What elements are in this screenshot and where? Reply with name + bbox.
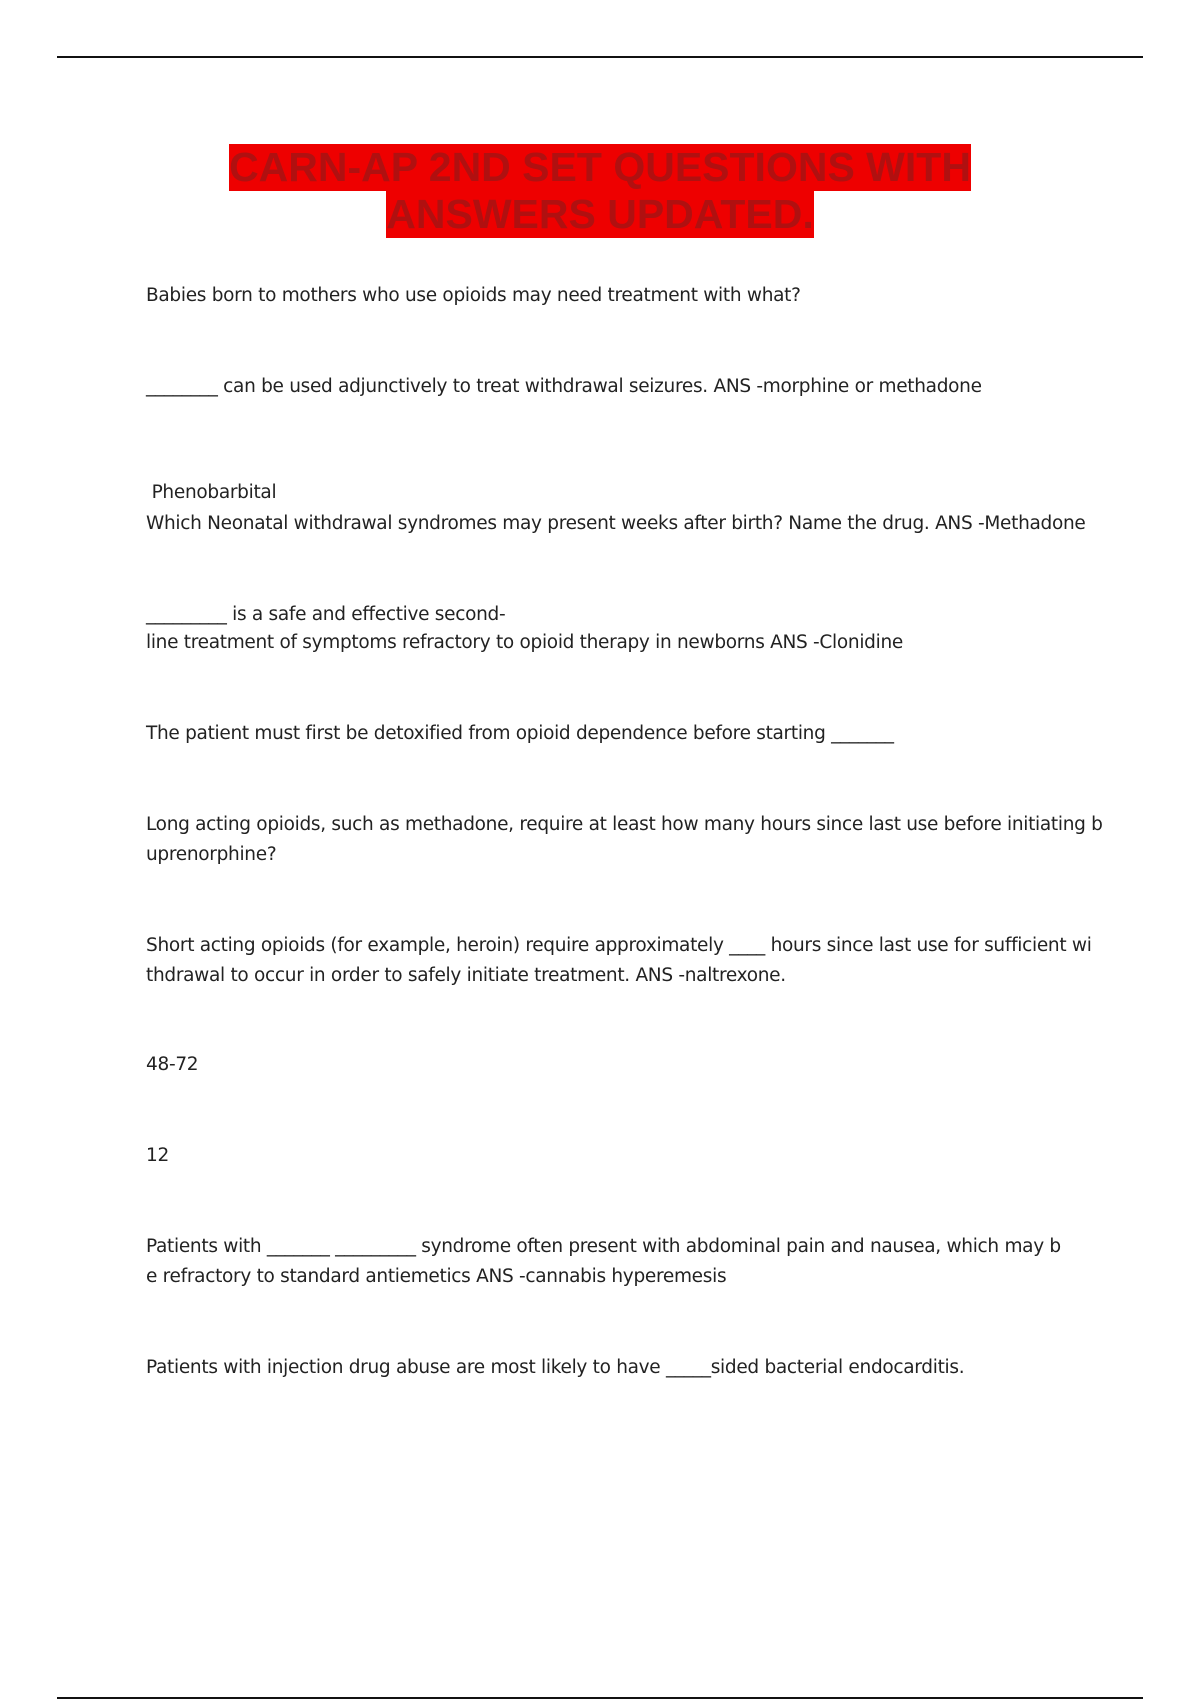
question-text-line-1: Short acting opioids (for example, heroin) require approximately ____ hours since last use for sufficient wi <box>146 935 1092 956</box>
question-1 <box>146 281 1086 311</box>
question-text-line-2: thdrawal to occur in order to safely initiate treatment. ANS -naltrexone. <box>146 965 786 986</box>
question-text-line-2: e refractory to standard antiemetics ANS -cannabis hyperemesis <box>146 1266 727 1287</box>
answer-text: 48-72 <box>146 1054 199 1075</box>
question-2 <box>146 372 1086 402</box>
question-6 <box>146 810 1103 870</box>
question-text: Babies born to mothers who use opioids may need treatment with what? <box>146 285 801 306</box>
question-text-line-1: Patients with _______ _________ syndrome often present with abdominal pain and nausea, which may b <box>146 1236 1061 1257</box>
answer-text: 12 <box>146 1145 169 1166</box>
question-5 <box>146 719 1086 749</box>
answer-7b <box>146 1141 1086 1171</box>
question-9 <box>146 1353 1086 1383</box>
question-4 <box>146 600 1086 658</box>
question-text-line-2: line treatment of symptoms refractory to opioid therapy in newborns ANS -Clonidine <box>146 632 903 653</box>
title-line-1: CARN-AP 2ND SET QUESTIONS WITH <box>229 144 971 190</box>
question-7 <box>146 931 1092 991</box>
question-text-line-1: Long acting opioids, such as methadone, require at least how many hours since last use before initiating b <box>146 814 1103 835</box>
document-title <box>0 144 1200 238</box>
title-line-2: ANSWERS UPDATED. <box>386 191 814 237</box>
question-3 <box>146 509 1086 539</box>
question-text: ________ can be used adjunctively to treat withdrawal seizures. ANS -morphine or methadone <box>146 376 982 397</box>
bottom-rule <box>57 1697 1143 1699</box>
answer-7a <box>146 1050 1086 1080</box>
question-text: The patient must first be detoxified from opioid dependence before starting _______ <box>146 723 894 744</box>
answer-2 <box>146 418 1086 568</box>
answer-text: Phenobarbital <box>146 482 277 503</box>
question-text-line-1: _________ is a safe and effective second- <box>146 604 506 625</box>
question-text: Patients with injection drug abuse are most likely to have _____sided bacterial endocarditis. <box>146 1357 965 1378</box>
question-text-line-2: uprenorphine? <box>146 844 277 865</box>
question-text: Which Neonatal withdrawal syndromes may present weeks after birth? Name the drug. ANS -Methadone <box>146 513 1086 534</box>
question-8 <box>146 1232 1086 1292</box>
top-rule <box>57 56 1143 58</box>
